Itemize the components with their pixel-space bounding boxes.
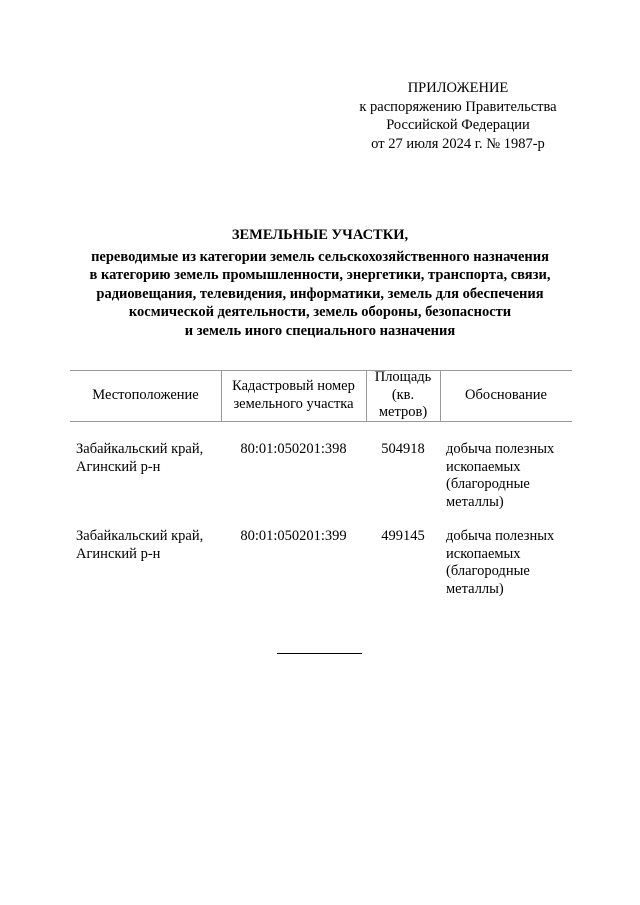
row-2-location: Забайкальский край, Агинский р-н bbox=[76, 528, 204, 562]
header-cadastral: Кадастровый номер земельного участка bbox=[232, 378, 355, 412]
table-top-border bbox=[70, 370, 572, 371]
appendix-line: Российской Федерации bbox=[386, 117, 530, 133]
appendix-block bbox=[340, 79, 576, 153]
row-1-area: 504918 bbox=[381, 441, 425, 457]
title-line: в категорию земель промышленности, энергетики, транспорта, связи, bbox=[89, 267, 551, 284]
title-line: и земель иного специального назначения bbox=[184, 322, 456, 339]
header-area: Площадь (кв. метров) bbox=[374, 369, 432, 420]
title-line: радиовещания, телевидения, информатики, земель для обеспечения bbox=[96, 285, 544, 302]
row-2-area: 499145 bbox=[381, 528, 425, 544]
table-header-border bbox=[70, 421, 572, 422]
appendix-date: от 27 июля 2024 г. № 1987-р bbox=[371, 135, 545, 152]
row-2-cadastral: 80:01:050201:399 bbox=[240, 528, 347, 544]
row-1-location: Забайкальский край, Агинский р-н bbox=[76, 441, 204, 475]
header-location: Местоположение bbox=[92, 387, 199, 403]
appendix-line: к распоряжению Правительства bbox=[359, 98, 557, 115]
row-1-basis: добыча полезных ископаемых (благородные металлы) bbox=[446, 441, 555, 510]
appendix-label: ПРИЛОЖЕНИЕ bbox=[407, 80, 509, 96]
title-heading: ЗЕМЕЛЬНЫЕ УЧАСТКИ, bbox=[231, 227, 409, 243]
document-title bbox=[60, 226, 580, 341]
title-line: переводимые из категории земель сельскохозяйственного назначения bbox=[91, 248, 549, 265]
row-1-cadastral: 80:01:050201:398 bbox=[240, 441, 347, 457]
title-line: космической деятельности, земель обороны, безопасности bbox=[128, 304, 512, 321]
end-separator-line bbox=[277, 653, 362, 654]
row-2-basis: добыча полезных ископаемых (благородные металлы) bbox=[446, 528, 555, 597]
header-basis: Обоснование bbox=[465, 387, 547, 403]
